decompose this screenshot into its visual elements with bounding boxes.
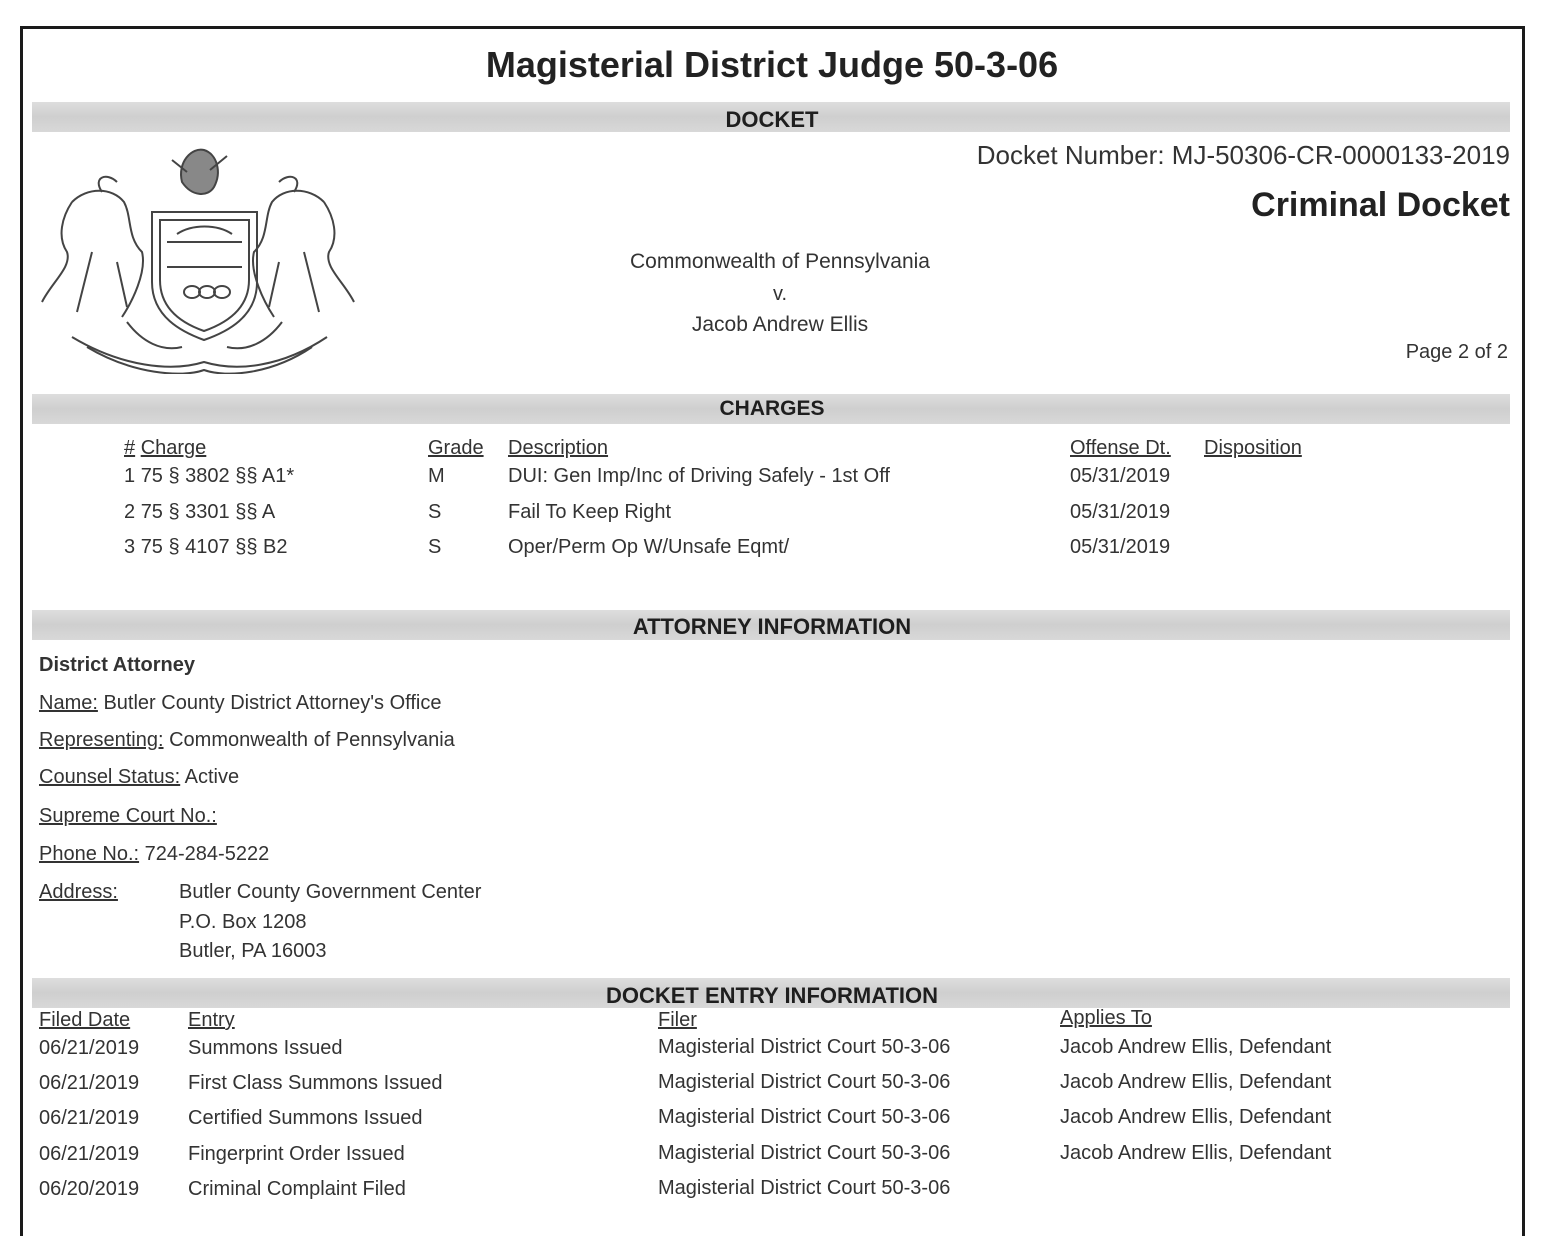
address-line: Butler, PA 16003 bbox=[179, 940, 327, 962]
offense-date-cell: 05/31/2019 bbox=[1070, 501, 1171, 523]
pennsylvania-seal-icon bbox=[32, 142, 364, 374]
page-indicator: Page 2 of 2 bbox=[1405, 341, 1508, 363]
filed-date-cell: 06/21/2019 bbox=[39, 1072, 140, 1094]
name-label: Name: bbox=[39, 692, 98, 714]
charge-header: Charge bbox=[140, 437, 207, 459]
offense-date-cell: 05/31/2019 bbox=[1070, 465, 1171, 487]
description-cell: DUI: Gen Imp/Inc of Driving Safely - 1st Off bbox=[508, 465, 890, 487]
filer-cell: Magisterial District Court 50-3-06 bbox=[658, 1071, 951, 1093]
attorney-name: Butler County District Attorney's Office bbox=[103, 692, 442, 714]
applies-to-cell: Jacob Andrew Ellis, Defendant bbox=[1060, 1106, 1332, 1128]
phone-value: 724-284-5222 bbox=[144, 843, 270, 865]
supreme-court-field bbox=[39, 805, 217, 828]
entry-cell: Certified Summons Issued bbox=[188, 1107, 423, 1129]
supreme-court-label: Supreme Court No.: bbox=[39, 805, 217, 827]
grade-cell: S bbox=[428, 501, 442, 523]
filer-header: Filer bbox=[658, 1009, 697, 1031]
offense-date-cell: 05/31/2019 bbox=[1070, 536, 1171, 558]
representing-label: Representing: bbox=[39, 729, 164, 751]
description-header: Description bbox=[508, 437, 609, 459]
entry-cell: Fingerprint Order Issued bbox=[188, 1143, 405, 1165]
phone-label: Phone No.: bbox=[39, 843, 140, 865]
applies-to-cell: Jacob Andrew Ellis, Defendant bbox=[1060, 1071, 1332, 1093]
counsel-status-label: Counsel Status: bbox=[39, 766, 181, 788]
grade-header: Grade bbox=[428, 437, 484, 459]
address-line: P.O. Box 1208 bbox=[179, 911, 307, 933]
charges-section-title: CHARGES bbox=[719, 397, 825, 420]
entry-cell: Criminal Complaint Filed bbox=[188, 1178, 406, 1200]
filed-date-header: Filed Date bbox=[39, 1009, 131, 1031]
versus: v. bbox=[772, 283, 788, 305]
applies-to-cell: Jacob Andrew Ellis, Defendant bbox=[1060, 1036, 1332, 1058]
attorney-name-field bbox=[39, 692, 442, 715]
charge-cell: 3 75 § 4107 §§ B2 bbox=[124, 536, 288, 558]
entry-cell: First Class Summons Issued bbox=[188, 1072, 443, 1094]
defendant-name: Jacob Andrew Ellis bbox=[691, 313, 869, 336]
representing-field bbox=[39, 729, 455, 752]
address-label: Address: bbox=[39, 881, 118, 903]
grade-cell: M bbox=[428, 465, 445, 487]
phone-field bbox=[39, 843, 269, 866]
counsel-status-field bbox=[39, 766, 239, 789]
docket-number: Docket Number: MJ-50306-CR-0000133-2019 bbox=[976, 140, 1510, 170]
entry-header: Entry bbox=[188, 1009, 235, 1031]
filer-cell: Magisterial District Court 50-3-06 bbox=[658, 1177, 951, 1199]
representing-value: Commonwealth of Pennsylvania bbox=[169, 729, 455, 751]
applies-to-header: Applies To bbox=[1060, 1007, 1152, 1029]
filer-cell: Magisterial District Court 50-3-06 bbox=[658, 1036, 951, 1058]
attorney-section-title: ATTORNEY INFORMATION bbox=[632, 614, 912, 639]
entries-section-title: DOCKET ENTRY INFORMATION bbox=[605, 983, 939, 1008]
charge-num-header: # bbox=[124, 437, 136, 459]
description-cell: Oper/Perm Op W/Unsafe Eqmt/ bbox=[508, 536, 790, 558]
entry-cell: Summons Issued bbox=[188, 1037, 343, 1059]
plaintiff-name: Commonwealth of Pennsylvania bbox=[630, 250, 930, 273]
charge-cell: 1 75 § 3802 §§ A1* bbox=[124, 465, 295, 487]
counsel-status-value: Active bbox=[184, 766, 240, 788]
filer-cell: Magisterial District Court 50-3-06 bbox=[658, 1142, 951, 1164]
applies-to-cell: Jacob Andrew Ellis, Defendant bbox=[1060, 1142, 1332, 1164]
grade-cell: S bbox=[428, 536, 442, 558]
filed-date-cell: 06/20/2019 bbox=[39, 1178, 140, 1200]
filer-cell: Magisterial District Court 50-3-06 bbox=[658, 1106, 951, 1128]
filed-date-cell: 06/21/2019 bbox=[39, 1107, 140, 1129]
disposition-header: Disposition bbox=[1204, 437, 1302, 459]
description-cell: Fail To Keep Right bbox=[508, 501, 672, 523]
charge-cell: 2 75 § 3301 §§ A bbox=[124, 501, 276, 523]
attorney-role: District Attorney bbox=[39, 654, 195, 676]
offense-date-header: Offense Dt. bbox=[1070, 437, 1171, 459]
charges-header-row bbox=[124, 437, 206, 460]
address-line: Butler County Government Center bbox=[179, 881, 482, 903]
court-title: Magisterial District Judge 50-3-06 bbox=[485, 44, 1059, 85]
filed-date-cell: 06/21/2019 bbox=[39, 1037, 140, 1059]
filed-date-cell: 06/21/2019 bbox=[39, 1143, 140, 1165]
docket-type: Criminal Docket bbox=[1251, 186, 1510, 224]
docket-label: DOCKET bbox=[725, 107, 819, 132]
